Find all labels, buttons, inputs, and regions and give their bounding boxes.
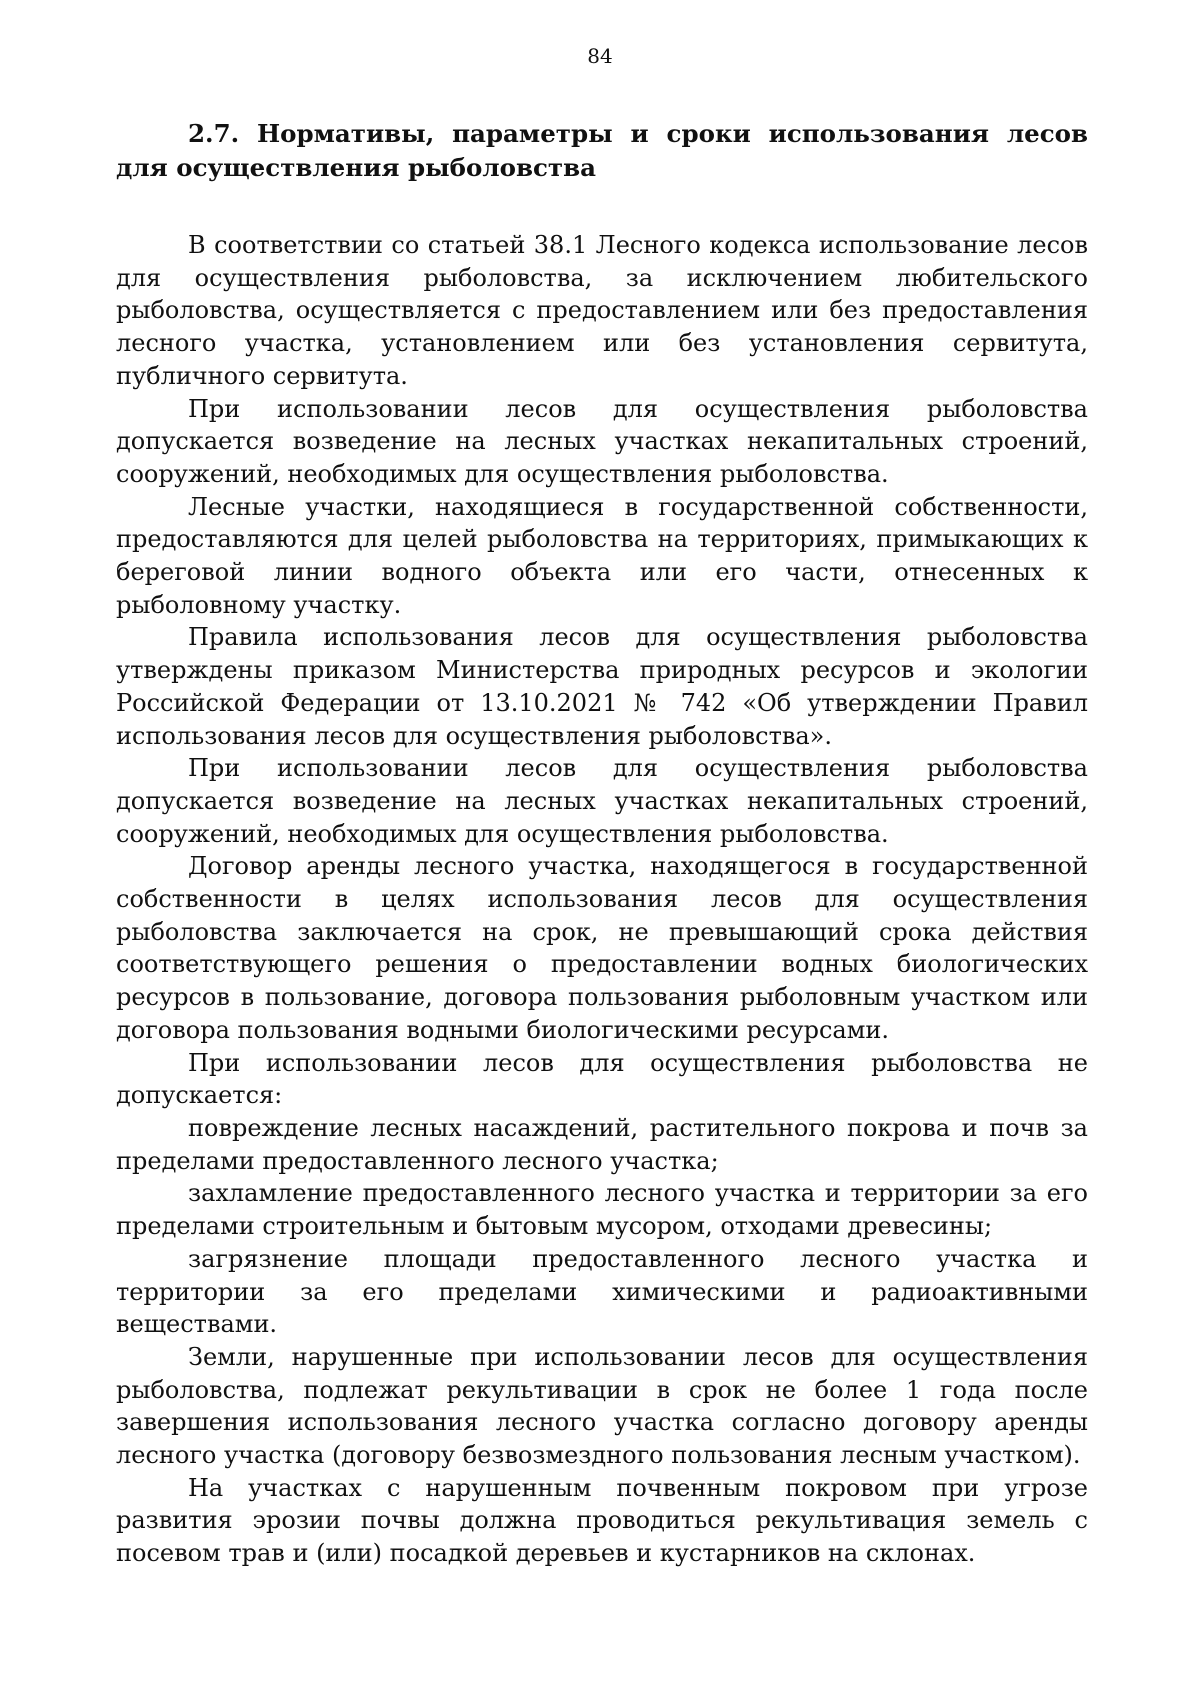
paragraph-7: При использовании лесов для осуществления рыболовства не допускается: [116, 1048, 1088, 1110]
section-title: Нормативы, параметры и сроки использования лесов для осуществления рыболовства [116, 119, 1089, 182]
page-number: 84 [587, 44, 613, 68]
section-number: 2.7. [188, 119, 240, 148]
paragraph-5: При использовании лесов для осуществления рыболовства допускается возведение на лесных участках некапитальных строений, сооружений, необходимых для осуществления рыболовства. [116, 754, 1088, 848]
paragraph-9: На участках с нарушенным почвенным покровом при угрозе развития эрозии почвы должна проводиться рекультивация земель с посевом трав и (или) посадкой деревьев и кустарников на склонах. [116, 1473, 1088, 1568]
paragraph-2: При использовании лесов для осуществления рыболовства допускается возведение на лесных участках некапитальных строений, сооружений, необходимых для осуществления рыболовства. [116, 394, 1088, 488]
section-heading [116, 117, 1088, 185]
document-body [116, 117, 1088, 1570]
paragraph-6: Договор аренды лесного участка, находящегося в государственной собственности в целях использования лесов для осуществления рыболовства заключается на срок, не превышающий срока действия соответствующего решения о предоставлении водных биологических ресурсов в пользование, договора пользования рыболовным участком или договора пользования водными биологическими ресурсами. [116, 852, 1088, 1044]
list-item-1: повреждение лесных насаждений, растительного покрова и почв за пределами предоставленного лесного участка; [116, 1113, 1088, 1175]
list-item-2: захламление предоставленного лесного участка и территории за его пределами строительным и бытовым мусором, отходами древесины; [116, 1179, 1088, 1241]
list-item-3: загрязнение площади предоставленного лесного участка и территории за его пределами химическими и радиоактивными веществами. [116, 1244, 1088, 1339]
paragraph-4: Правила использования лесов для осуществления рыболовства утверждены приказом Министерства природных ресурсов и экологии Российской Федерации от 13.10.2021 № 742 «Об утверждении Правил использования лесов для осуществления рыболовства». [116, 623, 1088, 750]
paragraph-1: В соответствии со статьей 38.1 Лесного кодекса использование лесов для осуществления рыболовства, за исключением любительского рыболовства, осуществляется с предоставлением или без предоставления лесного участка, установлением или без установления сервитута, публичного сервитута. [116, 231, 1088, 390]
paragraph-3: Лесные участки, находящиеся в государственной собственности, предоставляются для целей рыболовства на территориях, примыкающих к береговой линии водного объекта или его части, отнесенных к рыболовному участку. [116, 492, 1088, 619]
paragraph-8: Земли, нарушенные при использовании лесов для осуществления рыболовства, подлежат рекультивации в срок не более 1 года после завершения использования лесного участка согласно договору аренды лесного участка (договору безвозмездного пользования лесным участком). [116, 1342, 1088, 1470]
